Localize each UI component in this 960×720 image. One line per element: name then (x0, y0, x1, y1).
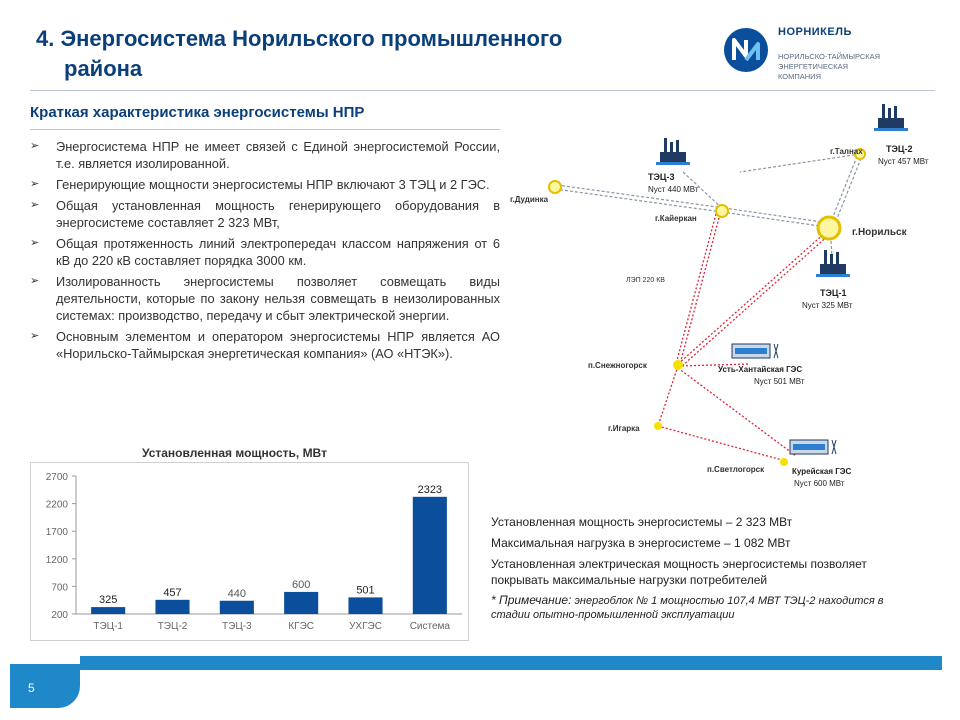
line-dudinka-kayerkan-2 (557, 185, 724, 208)
bullet-arrow-icon: ➢ (30, 140, 40, 152)
ust-ges-icon (732, 344, 778, 358)
logo-brand: НОРНИКЕЛЬ (778, 26, 852, 38)
label-tec2: ТЭЦ-2 (886, 144, 913, 154)
note-coverage: Установленная электрическая мощность энергосистемы позволяет покрывать максимальные нагрузки потребителей (491, 557, 867, 587)
node-snezhnogorsk (673, 360, 683, 370)
label-dudinka: г.Дудинка (510, 195, 549, 204)
line-talnakh-west (740, 154, 860, 172)
label-tec1: ТЭЦ-1 (820, 288, 847, 298)
y-tick-label: 2700 (45, 472, 68, 483)
bullet-item (30, 273, 500, 324)
tec3-icon (656, 138, 690, 165)
label-tec2-cap: Nуст 457 МВт (878, 157, 929, 166)
bullet-text: Общая протяженность линий электропередач классом напряжения от 6 кВ до 220 кВ составляет порядка 3000 км. (56, 236, 500, 268)
logo-company (778, 52, 928, 82)
title-line-2: района (64, 56, 143, 81)
bullet-arrow-icon: ➢ (30, 178, 40, 190)
node-igarka (654, 422, 662, 430)
kur-ges-icon (790, 440, 836, 454)
power-grid-map (500, 96, 940, 496)
y-tick-label: 200 (51, 610, 68, 621)
label-snezhnogorsk: п.Снежногорск (588, 361, 647, 370)
bar-УХГЭС (348, 597, 382, 614)
bar-КГЭС (284, 592, 318, 614)
x-tick-label: Система (409, 621, 450, 632)
bar-value-label: 325 (98, 594, 118, 607)
node-kayerkan (716, 205, 728, 217)
summary-notes (491, 514, 891, 627)
label-tec1-cap: Nуст 325 МВт (802, 301, 853, 310)
company-logo (722, 24, 942, 88)
y-tick-label: 1200 (45, 554, 68, 566)
note-max-load: Максимальная нагрузка в энергосистеме – 1 082 МВт (491, 536, 791, 550)
bullet-text: Изолированность энергосистемы позволяет совмещать виды деятельности, которые по закону нельзя совмещать в неизолированных системах: производство, передачу и сбыт электрической энергии. (56, 274, 500, 323)
subtitle-divider (30, 129, 500, 130)
x-tick-label: КГЭС (288, 621, 314, 632)
logo-company-line-1: НОРИЛЬСКО-ТАЙМЫРСКАЯ (778, 52, 881, 61)
title-divider (30, 90, 935, 91)
label-kur-ges-cap: Nуст 600 МВт (794, 479, 845, 488)
line-kayerkan-norilsk-2 (724, 208, 829, 223)
chart-title: Установленная мощность, МВт (142, 446, 327, 460)
logo-company-line-3: КОМПАНИЯ (778, 72, 821, 81)
y-tick-label: 1700 (45, 527, 68, 539)
line220-igarka-svet (658, 426, 782, 460)
line220-kayerkan-snezh-2 (680, 214, 720, 364)
label-ust-ges: Усть-Хантайская ГЭС (718, 365, 803, 374)
note-footnote-prefix: * Примечание: (491, 593, 572, 607)
note-footnote (491, 593, 891, 622)
bullet-text: Основным элементом и оператором энергосистемы НПР является АО «Норильско-Таймырская энергетическая компания» (АО «НТЭК»). (56, 329, 500, 361)
line-norilsk-talnakh (830, 154, 858, 224)
logo-company-line-2: ЭНЕРГЕТИЧЕСКАЯ (778, 62, 849, 71)
nornickel-logo-icon (722, 26, 770, 74)
bar-value-label: 457 (163, 586, 182, 599)
label-line-220: ЛЭП 220 КВ (626, 277, 665, 284)
bullet-text: Энергосистема НПР не имеет связей с Единой энергосистемой России, т.е. является изолированной. (56, 139, 500, 171)
note-footnote-text: энергоблок № 1 мощностью 107,4 МВТ ТЭЦ-2 находится в стадии опытно-промышленной эксплуатации (491, 595, 884, 621)
node-svetlogorsk (780, 458, 788, 466)
bullet-arrow-icon: ➢ (30, 275, 40, 287)
node-dudinka (549, 181, 561, 193)
bar-ТЭЦ-2 (155, 600, 189, 614)
line-kayerkan-norilsk (722, 212, 827, 227)
bar-ТЭЦ-1 (91, 607, 125, 614)
footer-bar (80, 656, 942, 670)
bullet-item (30, 176, 500, 193)
bar-ТЭЦ-3 (220, 601, 254, 614)
bar-value-label: 2323 (417, 483, 443, 496)
label-igarka: г.Игарка (608, 424, 640, 433)
bullet-text: Общая установленная мощность генерирующего оборудования в энергосистеме составляет 2 323 МВт, (56, 198, 500, 230)
x-tick-label: УХГЭС (349, 621, 382, 632)
bar-value-label: 501 (356, 584, 375, 597)
label-norilsk: г.Норильск (852, 227, 907, 238)
x-tick-label: ТЭЦ-3 (222, 621, 252, 632)
note-installed-capacity: Установленная мощность энергосистемы – 2 323 МВт (491, 515, 793, 529)
page-number: 5 (28, 681, 35, 695)
capacity-bar-chart (30, 462, 470, 642)
bullet-list (30, 138, 500, 366)
bullet-arrow-icon: ➢ (30, 237, 40, 249)
label-tec3: ТЭЦ-3 (648, 172, 675, 182)
bullet-item (30, 197, 500, 231)
x-tick-label: ТЭЦ-2 (157, 621, 188, 632)
bullet-text: Генерирующие мощности энергосистемы НПР включают 3 ТЭЦ и 2 ГЭС. (56, 177, 490, 192)
y-tick-label: 2200 (45, 499, 68, 511)
title-line-1: 4. Энергосистема Норильского промышленного (36, 26, 563, 51)
bullet-item (30, 138, 500, 172)
bar-value-label: 440 (227, 587, 247, 600)
bullet-arrow-icon: ➢ (30, 330, 40, 342)
bullet-item (30, 328, 500, 362)
label-talnakh: г.Талнах (830, 147, 863, 156)
lines-220kv (658, 214, 830, 460)
footer-page-tab (10, 664, 80, 708)
label-tec3-cap: Nуст 440 МВт (648, 185, 699, 194)
line220-snezh-igarka (658, 366, 678, 426)
bullet-arrow-icon: ➢ (30, 199, 40, 211)
node-norilsk (818, 217, 840, 239)
page-title (36, 24, 676, 84)
label-kur-ges: Курейская ГЭС (792, 467, 852, 476)
label-kayerkan: г.Кайеркан (655, 214, 697, 223)
y-tick-label: 700 (51, 582, 68, 594)
bullet-item (30, 235, 500, 269)
label-svetlogorsk: п.Светлогорск (707, 465, 765, 474)
x-tick-label: ТЭЦ-1 (93, 621, 123, 632)
line-norilsk-talnakh-2 (834, 156, 862, 226)
tec1-icon (816, 250, 850, 277)
section-subtitle: Краткая характеристика энергосистемы НПР (30, 104, 365, 121)
tec2-icon (874, 104, 908, 131)
bar-Система (413, 497, 447, 614)
bar-value-label: 600 (291, 578, 311, 591)
label-ust-ges-cap: Nуст 501 МВт (754, 377, 805, 386)
